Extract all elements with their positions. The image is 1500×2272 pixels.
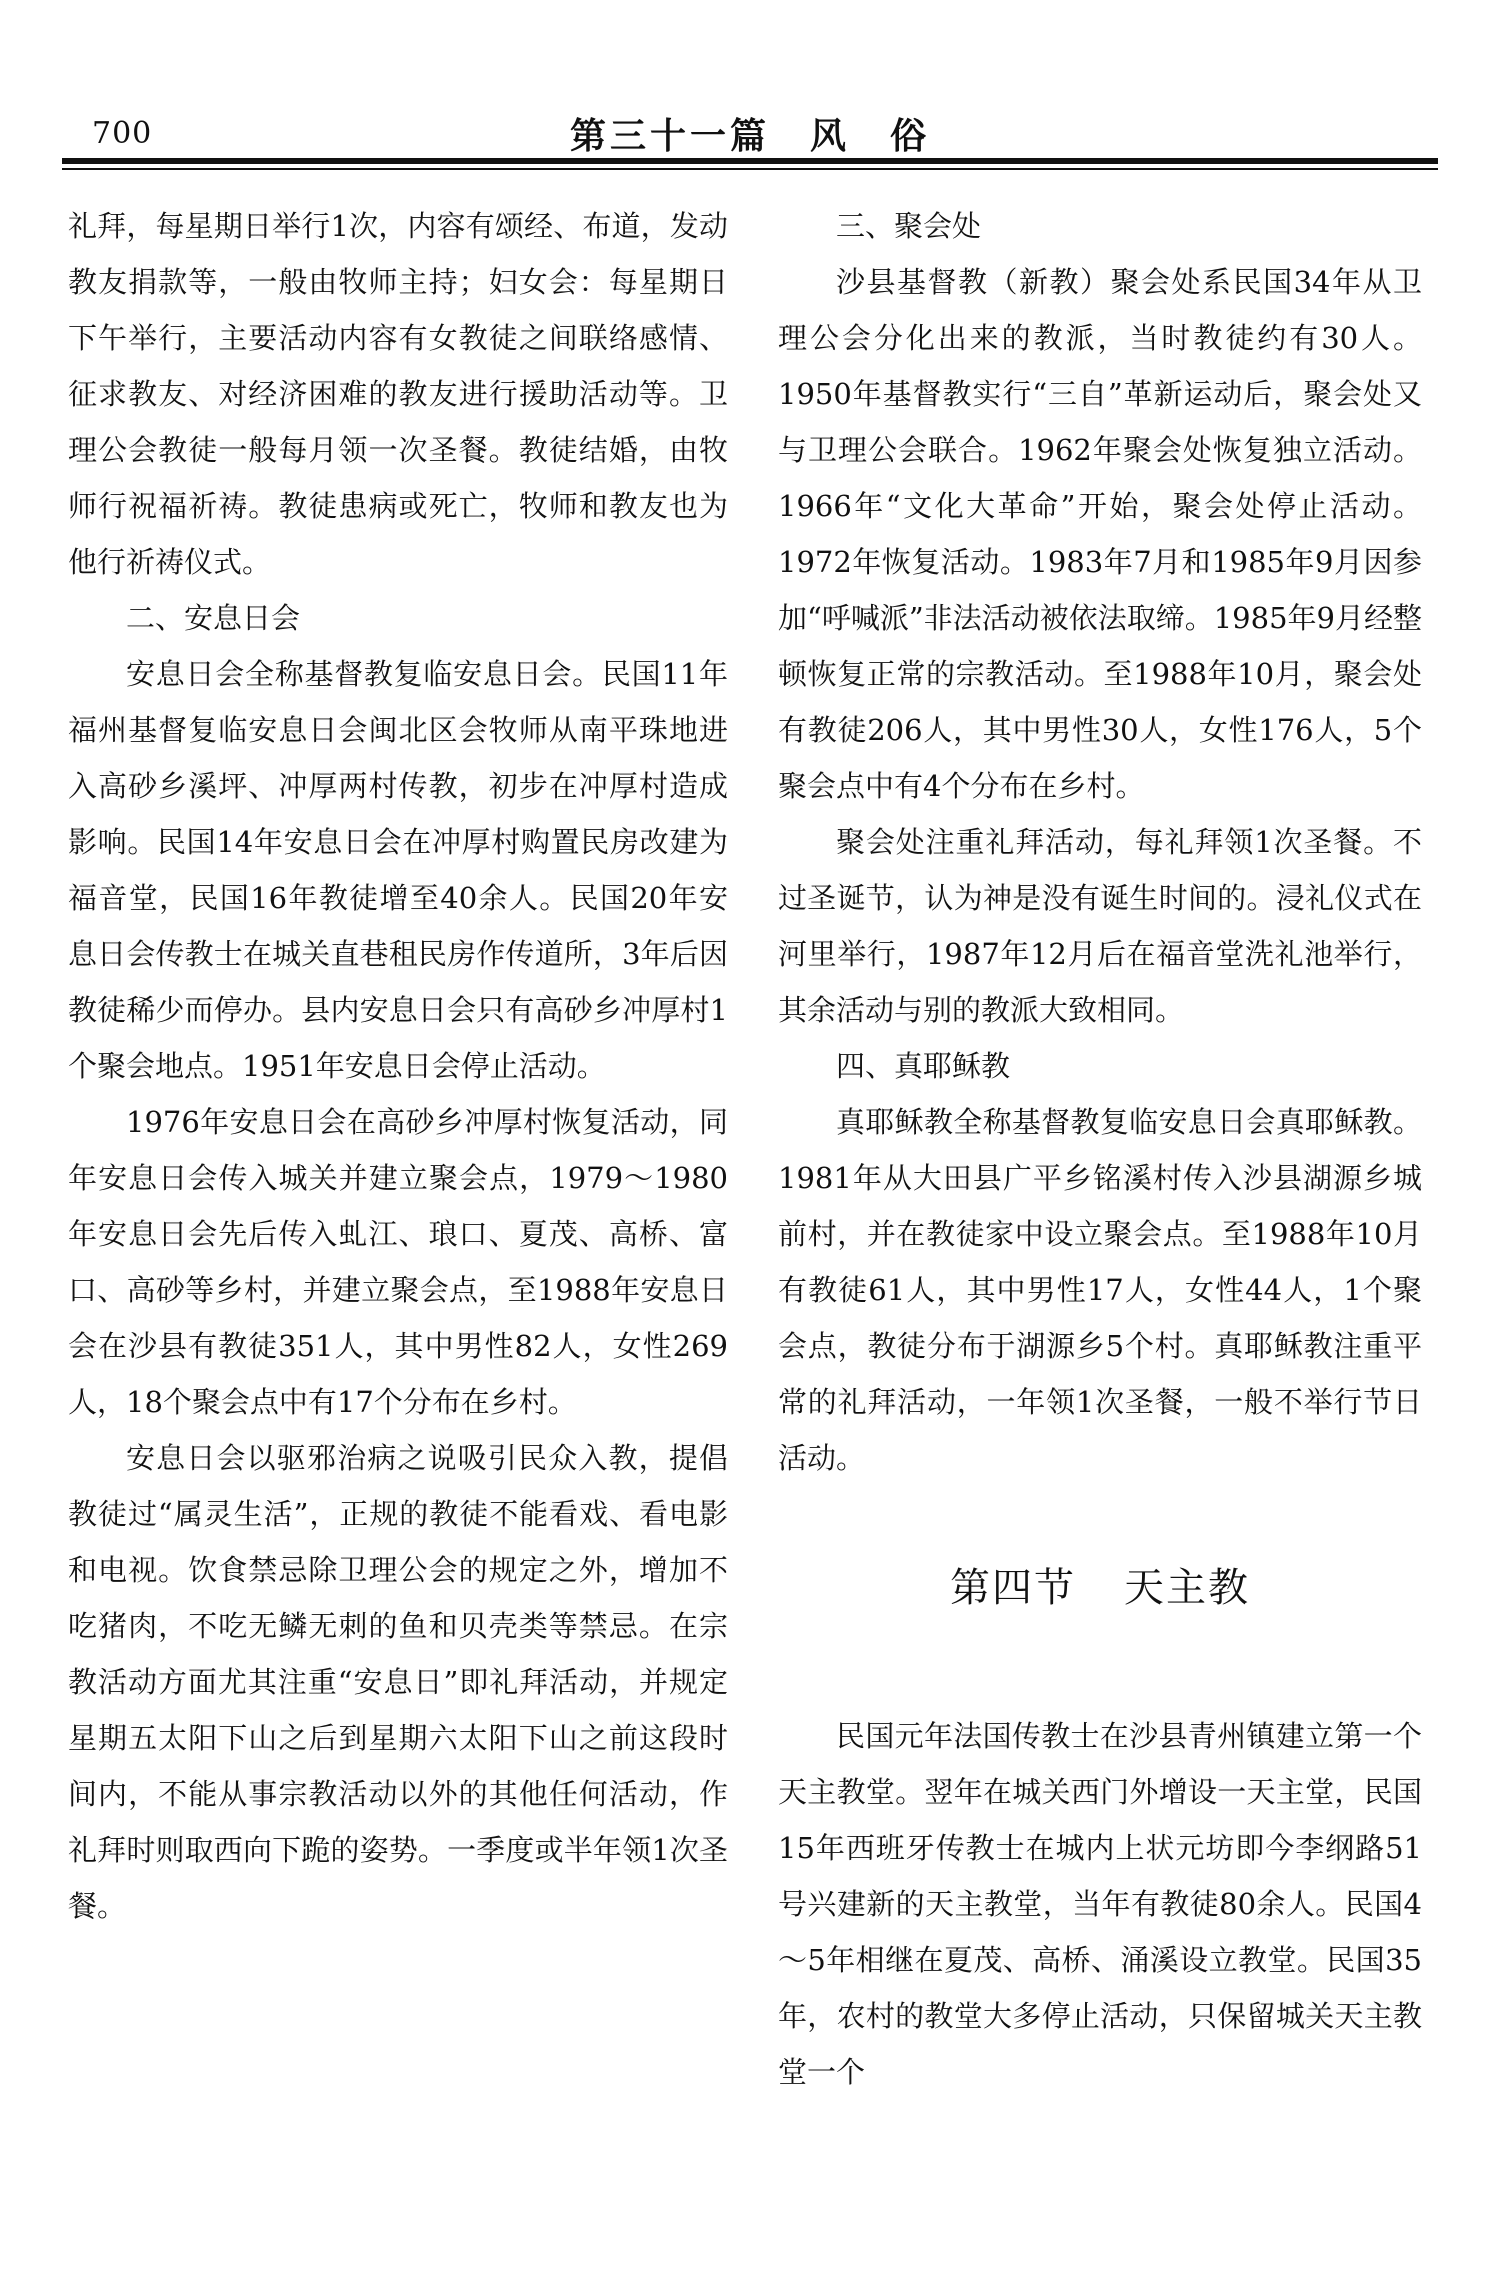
- chapter-label: 风 俗: [810, 115, 931, 157]
- paragraph: 沙县基督教（新教）聚会处系民国34年从卫理公会分化出来的教派，当时教徒约有30人。1950年基督教实行“三自”革新运动后，聚会处又与卫理公会联合。1962年聚会处恢复独立活动。1966年“文化大革命”开始，聚会处停止活动。1972年恢复活动。1983年7月和1985年9月因参加“呼喊派”非法活动被依法取缔。1985年9月经整顿恢复正常的宗教活动。至1988年10月，聚会处有教徒206人，其中男性30人，女性176人，5个聚会点中有4个分布在乡村。: [778, 265, 1422, 803]
- paragraph: 安息日会全称基督教复临安息日会。民国11年福州基督复临安息日会闽北区会牧师从南平珠地进入高砂乡溪坪、冲厚两村传教，初步在冲厚村造成影响。民国14年安息日会在冲厚村购置民房改建为福音堂，民国16年教徒增至40余人。民国20年安息日会传教士在城关直巷租民房作传道所，3年后因教徒稀少而停办。县内安息日会只有高砂乡冲厚村1个聚会地点。1951年安息日会停止活动。: [68, 657, 728, 1083]
- header-rule-thin: [62, 168, 1438, 170]
- page-number: 700: [92, 116, 153, 151]
- subsection-heading: 三、聚会处: [836, 209, 982, 243]
- running-title: [0, 108, 1500, 159]
- paragraph: 1976年安息日会在高砂乡冲厚村恢复活动，同年安息日会传入城关并建立聚会点，1979～1980年安息日会先后传入虬江、琅口、夏茂、高桥、富口、高砂等乡村，并建立聚会点，至1988年安息日会在沙县有教徒351人，其中男性82人，女性269人，18个聚会点中有17个分布在乡村。: [68, 1105, 728, 1419]
- header-rule-thick: [62, 158, 1438, 164]
- paragraph: 聚会处注重礼拜活动，每礼拜领1次圣餐。不过圣诞节，认为神是没有诞生时间的。浸礼仪式在河里举行，1987年12月后在福音堂洗礼池举行，其余活动与别的教派大致相同。: [778, 825, 1422, 1027]
- section-number: 第四节: [950, 1565, 1076, 1611]
- left-column: [68, 198, 728, 1934]
- right-column: [778, 198, 1422, 2100]
- subsection-heading: 二、安息日会: [126, 601, 301, 635]
- section-title: [778, 1558, 1422, 1618]
- part-label: 第三十一篇: [569, 115, 770, 157]
- subsection-heading: 四、真耶稣教: [836, 1049, 1011, 1083]
- page-header: [0, 0, 1500, 170]
- section-name: 天主教: [1124, 1565, 1250, 1611]
- paragraph: 安息日会以驱邪治病之说吸引民众入教，提倡教徒过“属灵生活”，正规的教徒不能看戏、看电影和电视。饮食禁忌除卫理公会的规定之外，增加不吃猪肉，不吃无鳞无刺的鱼和贝壳类等禁忌。在宗教活动方面尤其注重“安息日”即礼拜活动，并规定星期五太阳下山之后到星期六太阳下山之前这段时间内，不能从事宗教活动以外的其他任何活动，作礼拜时则取西向下跪的姿势。一季度或半年领1次圣餐。: [68, 1441, 728, 1923]
- paragraph: 民国元年法国传教士在沙县青州镇建立第一个天主教堂。翌年在城关西门外增设一天主堂，民国15年西班牙传教士在城内上状元坊即今李纲路51号兴建新的天主教堂，当年有教徒80余人。民国4～5年相继在夏茂、高桥、涌溪设立教堂。民国35年，农村的教堂大多停止活动，只保留城关天主教堂一个: [778, 1719, 1422, 2089]
- paragraph: 礼拜，每星期日举行1次，内容有颂经、布道，发动教友捐款等，一般由牧师主持；妇女会：每星期日下午举行，主要活动内容有女教徒之间联络感情、征求教友、对经济困难的教友进行援助活动等。卫理公会教徒一般每月领一次圣餐。教徒结婚，由牧师行祝福祈祷。教徒患病或死亡，牧师和教友也为他行祈祷仪式。: [68, 209, 728, 579]
- paragraph: 真耶稣教全称基督教复临安息日会真耶稣教。1981年从大田县广平乡铭溪村传入沙县湖源乡城前村，并在教徒家中设立聚会点。至1988年10月有教徒61人，其中男性17人，女性44人，1个聚会点，教徒分布于湖源乡5个村。真耶稣教注重平常的礼拜活动，一年领1次圣餐，一般不举行节日活动。: [778, 1105, 1422, 1475]
